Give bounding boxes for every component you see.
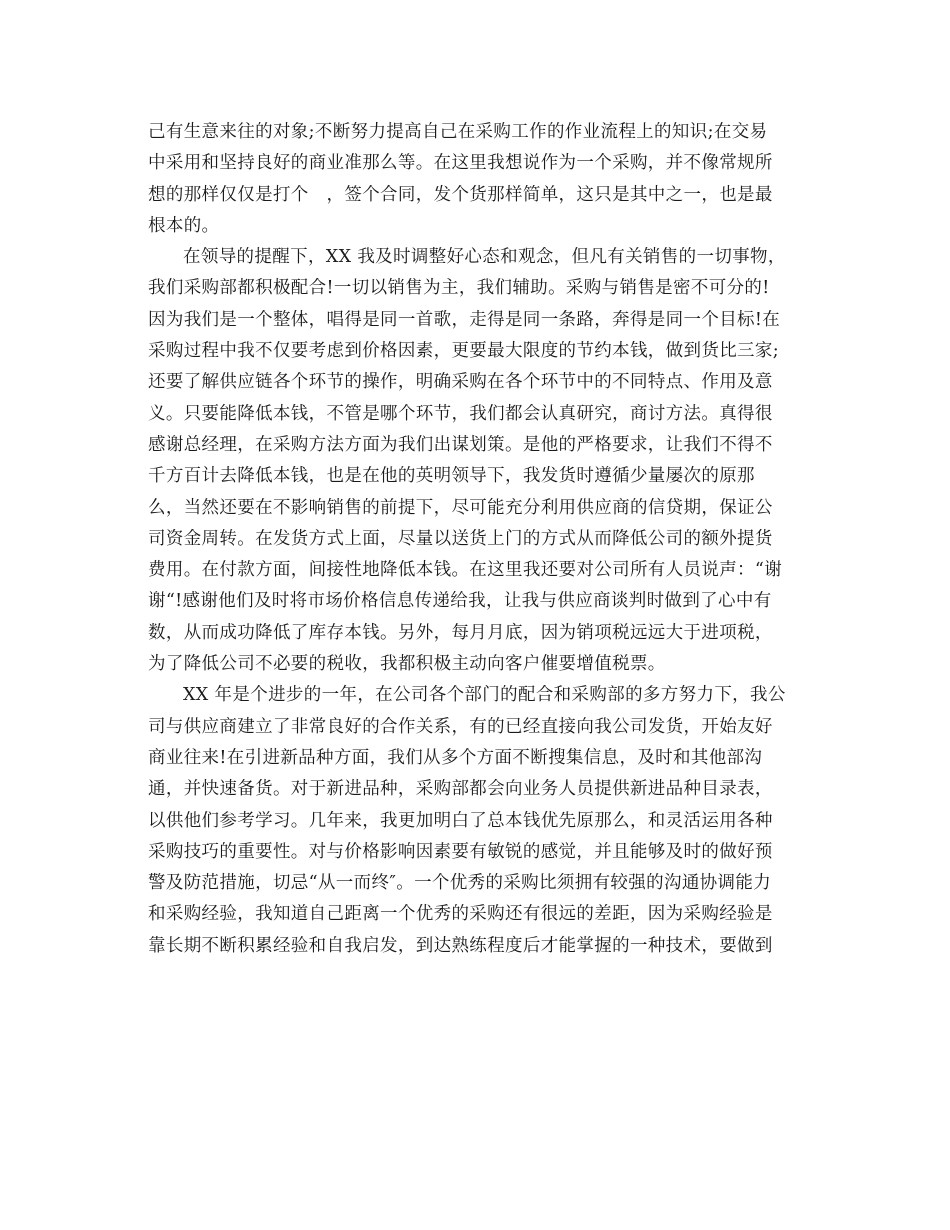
text-line: 靠长期不断积累经验和自我启发，到达熟练程度后才能掌握的一种技术，要做到 xyxy=(148,935,773,956)
text-line: XX 年是个进步的一年，在公司各个部门的配合和采购部的多方努力下，我公 xyxy=(183,685,786,706)
text-line: 我们采购部都积极配合!一切以销售为主，我们辅助。采购与销售是密不可分的! xyxy=(148,278,770,299)
paragraph xyxy=(148,117,800,242)
text-line: 根本的。 xyxy=(148,215,220,236)
text-line: 在领导的提醒下，XX 我及时调整好心态和观念，但凡有关销售的一切事物， xyxy=(183,247,786,268)
text-line: 通，并快速备货。对于新进品种，采购部都会向业务人员提供新进品种目录表， xyxy=(148,779,773,800)
text-line: 商业往来!在引进新品种方面，我们从多个方面不断搜集信息，及时和其他部沟 xyxy=(148,747,763,768)
text-line: 为了降低公司不必要的税收，我都积极主动向客户催要增值税票。 xyxy=(148,654,666,675)
text-line: 想的那样仅仅是打个 ，签个合同，发个货那样简单，这只是其中之一，也是最 xyxy=(148,184,773,205)
text-line: 谢“!感谢他们及时将市场价格信息传递给我，让我与供应商谈判时做到了心中有 xyxy=(148,591,772,612)
text-line: 司资金周转。在发货方式上面，尽量以送货上门的方式从而降低公司的额外提货 xyxy=(148,528,773,549)
text-line: 感谢总经理，在采购方法方面为我们出谋划策。是他的严格要求，让我们不得不 xyxy=(148,434,773,455)
text-line: 费用。在付款方面，间接性地降低本钱。在这里我还要对公司所有人员说声：“谢 xyxy=(148,560,783,581)
paragraph xyxy=(148,680,800,962)
paragraph xyxy=(148,242,800,680)
text-line: 采购过程中我不仅要考虑到价格因素，更要最大限度的节约本钱，做到货比三家; xyxy=(148,341,779,362)
text-line: 以供他们参考学习。几年来，我更加明白了总本钱优先原那么，和灵活运用各种 xyxy=(148,810,773,831)
text-line: 因为我们是一个整体，唱得是同一首歌，走得是同一条路，奔得是同一个目标!在 xyxy=(148,309,781,330)
document-body xyxy=(148,117,800,962)
text-line: 数，从而成功降低了库存本钱。另外，每月月底，因为销项税远远大于进项税， xyxy=(148,622,773,643)
text-line: 司与供应商建立了非常良好的合作关系，有的已经直接向我公司发货，开始友好 xyxy=(148,716,773,737)
text-line: 中采用和坚持良好的商业准那么等。在这里我想说作为一个采购，并不像常规所 xyxy=(148,153,773,174)
text-line: 还要了解供应链各个环节的操作，明确采购在各个环节中的不同特点、作用及意 xyxy=(148,372,773,393)
text-line: 采购技巧的重要性。对与价格影响因素要有敏锐的感觉，并且能够及时的做好预 xyxy=(148,841,773,862)
text-line: 义。只要能降低本钱，不管是哪个环节，我们都会认真研究，商讨方法。真得很 xyxy=(148,403,773,424)
text-line: 千方百计去降低本钱，也是在他的英明领导下，我发货时遵循少量屡次的原那 xyxy=(148,466,755,487)
text-line: 么，当然还要在不影响销售的前提下，尽可能充分利用供应商的信贷期，保证公 xyxy=(148,497,773,518)
text-line: 己有生意来往的对象;不断努力提高自己在采购工作的作业流程上的知识;在交易 xyxy=(148,122,768,142)
text-line: 和采购经验，我知道自己距离一个优秀的采购还有很远的差距，因为采购经验是 xyxy=(148,904,773,925)
text-line: 警及防范措施，切忌“从一而终″。一个优秀的采购比须拥有较强的沟通协调能力 xyxy=(148,873,772,894)
